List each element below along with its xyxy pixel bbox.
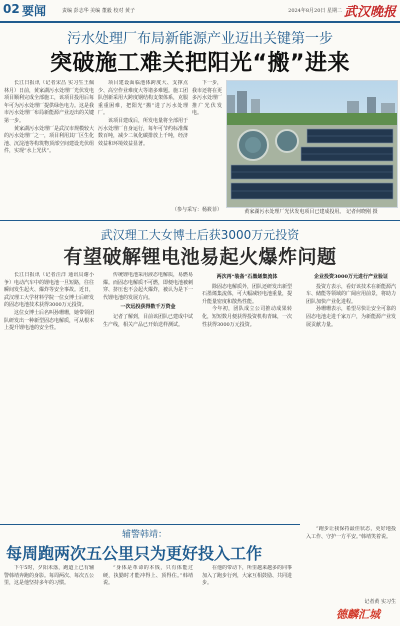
article2-kicker: 武汉理工大女博士后获3000万元投资: [100, 228, 300, 242]
paragraph: “跑步让我保持最佳状态，更好地投入工作、守护一方平安。”韩靖笑着说。: [306, 526, 396, 540]
article1-column-1: [4, 80, 94, 212]
article1-title: 突破施工难关把阳光“搬”进来: [50, 51, 350, 76]
article2-subhead-1: 一次远投获得数千万资金: [120, 304, 176, 311]
paragraph: 下一步，我市还将在更多污水处理厂推广光伏发电。: [192, 80, 222, 117]
article3-kicker: 辅警韩靖：: [122, 530, 168, 540]
solar-plant-photo: [226, 80, 398, 208]
article3-column-3: [202, 565, 292, 623]
section-divider: [0, 220, 400, 221]
article2-subhead-3: 企业投资3000万元进行产业验证: [314, 274, 388, 280]
article2-subhead-2: 两次再“装备”石墨烯集流体: [216, 274, 278, 280]
paragraph: 项目建设面临池体跨度大、支撑点少、高空作业难度大等诸多难题。施工团队创新采用大跨度钢结构支架体系，克服重重困难，把阳光“搬”进了污水处理厂。: [98, 80, 188, 117]
paragraph: 下午5时，夕阳未落，跑道上已有辅警韩靖奔跑的身影。每周两次、每次五公里，这是他坚持多年的习惯。: [4, 565, 94, 587]
paragraph: 长江日报讯（记者汪洋 通讯员谢小争）电动汽车中的锂电池一旦短路，往往瞬间发生起火、爆炸等安全事故。近日，武汉理工大学材料学院一位女博士后研发的固态电池技术获得3000万元投资。: [4, 272, 94, 309]
paragraph: 该项目建成后，所发电量将全部用于污水处理厂自身运行，每年可节约标准煤数百吨，减少二氧化碳排放上千吨，经济效益和环境效益显著。: [98, 117, 188, 147]
article1-byline: （参与采写：杨筱菲）: [171, 207, 222, 213]
article3-column-1: [4, 565, 94, 623]
section-divider: [0, 524, 300, 525]
paragraph: 投资方表示，看好该技术在新能源汽车、储能等领域的广阔应用前景，将助力团队加快产业化进程。: [306, 283, 396, 305]
paragraph: 这位女博士后名叫孙珊珊，她带领团队研发出一种新型固态电解质，可从根本上提升锂电池的安全性。: [4, 309, 94, 332]
article1-column-2: [98, 80, 188, 212]
article3-column-2: [103, 565, 193, 623]
paragraph: “身体是革命的本钱，只有体能过硬，执勤时才能冲得上、顶得住。”韩靖说。: [103, 565, 193, 587]
article2-column-1: [4, 272, 94, 522]
newspaper-masthead: 武汉晚报: [343, 5, 396, 20]
article3-column-4: [306, 526, 396, 596]
paragraph: 传统锂电池采用液态电解质，易燃易爆。而固态电解质不可燃，即便电池被刺穿、挤压也不会起火爆炸，被认为是下一代锂电池的发展方向。: [103, 272, 193, 301]
page-header: [0, 0, 400, 22]
paragraph: 长江日报讯（记者宋昌 实习生王佩 林月）日前，黄家湖污水处理厂光伏发电项目顺利完成全部施工，该项目投用后每年可为污水处理厂提供绿色电力。这是我市污水处理厂布局新能源产业迈出的关键第一步。: [4, 80, 94, 124]
photo-caption: 黄家湖污水处理厂光伏发电项目已建成投用。 记者何晓刚 摄: [244, 209, 378, 215]
paragraph: 在他的带动下，所里越来越多的同事加入了跑步行列，大家互相鼓励、共同进步。: [202, 565, 292, 587]
paragraph: 除固态电解质外，团队还研发出新型石墨烯集流体，可大幅减轻电池重量，提升能量密度和散热性能。: [202, 283, 292, 305]
editors-line: 责编 彭志华 美编 董毅 校对 黄子: [62, 8, 135, 14]
article3-byline: 记者黄 实习生: [364, 599, 396, 605]
article1-column-3: [192, 80, 222, 212]
article3-title: 每周跑两次五公里只为更好投入工作: [6, 544, 263, 563]
article2-column-4: [306, 272, 396, 522]
solar-plant-photo-image: [227, 81, 397, 207]
column-logo-stamp: 德麟汇城: [336, 608, 380, 621]
paragraph: 孙珊珊表示，希望尽快让安全可靠的固态电池走进千家万户，为新能源产业发展贡献力量。: [306, 306, 396, 328]
paragraph: 记者了解到，目前该团队已建成中试生产线，相关产品已开始送样测试。: [103, 313, 193, 328]
paragraph: 今年初，团队成立公司推动成果转化，短短数月便获得投资机构青睐，一次性获得3000万元投资。: [202, 306, 292, 328]
article2-column-2: [103, 272, 193, 522]
page-number: 02: [3, 2, 20, 16]
paragraph: 黄家湖污水处理厂是武汉市规模较大的污水处理厂之一，项目利用其厂区生化池、沉淀池等构筑物顶部空间建设光伏组件，实现“水上光伏”。: [4, 125, 94, 155]
article2-column-3: [202, 272, 292, 522]
header-rule: [0, 21, 400, 23]
article2-title: 有望破解锂电池易起火爆炸问题: [63, 246, 337, 268]
issue-date: 2024年8月20日 星期二: [288, 8, 342, 14]
page-section-name: 要闻: [22, 4, 47, 18]
article1-kicker: 污水处理厂布局新能源产业迈出关键第一步: [67, 31, 333, 47]
